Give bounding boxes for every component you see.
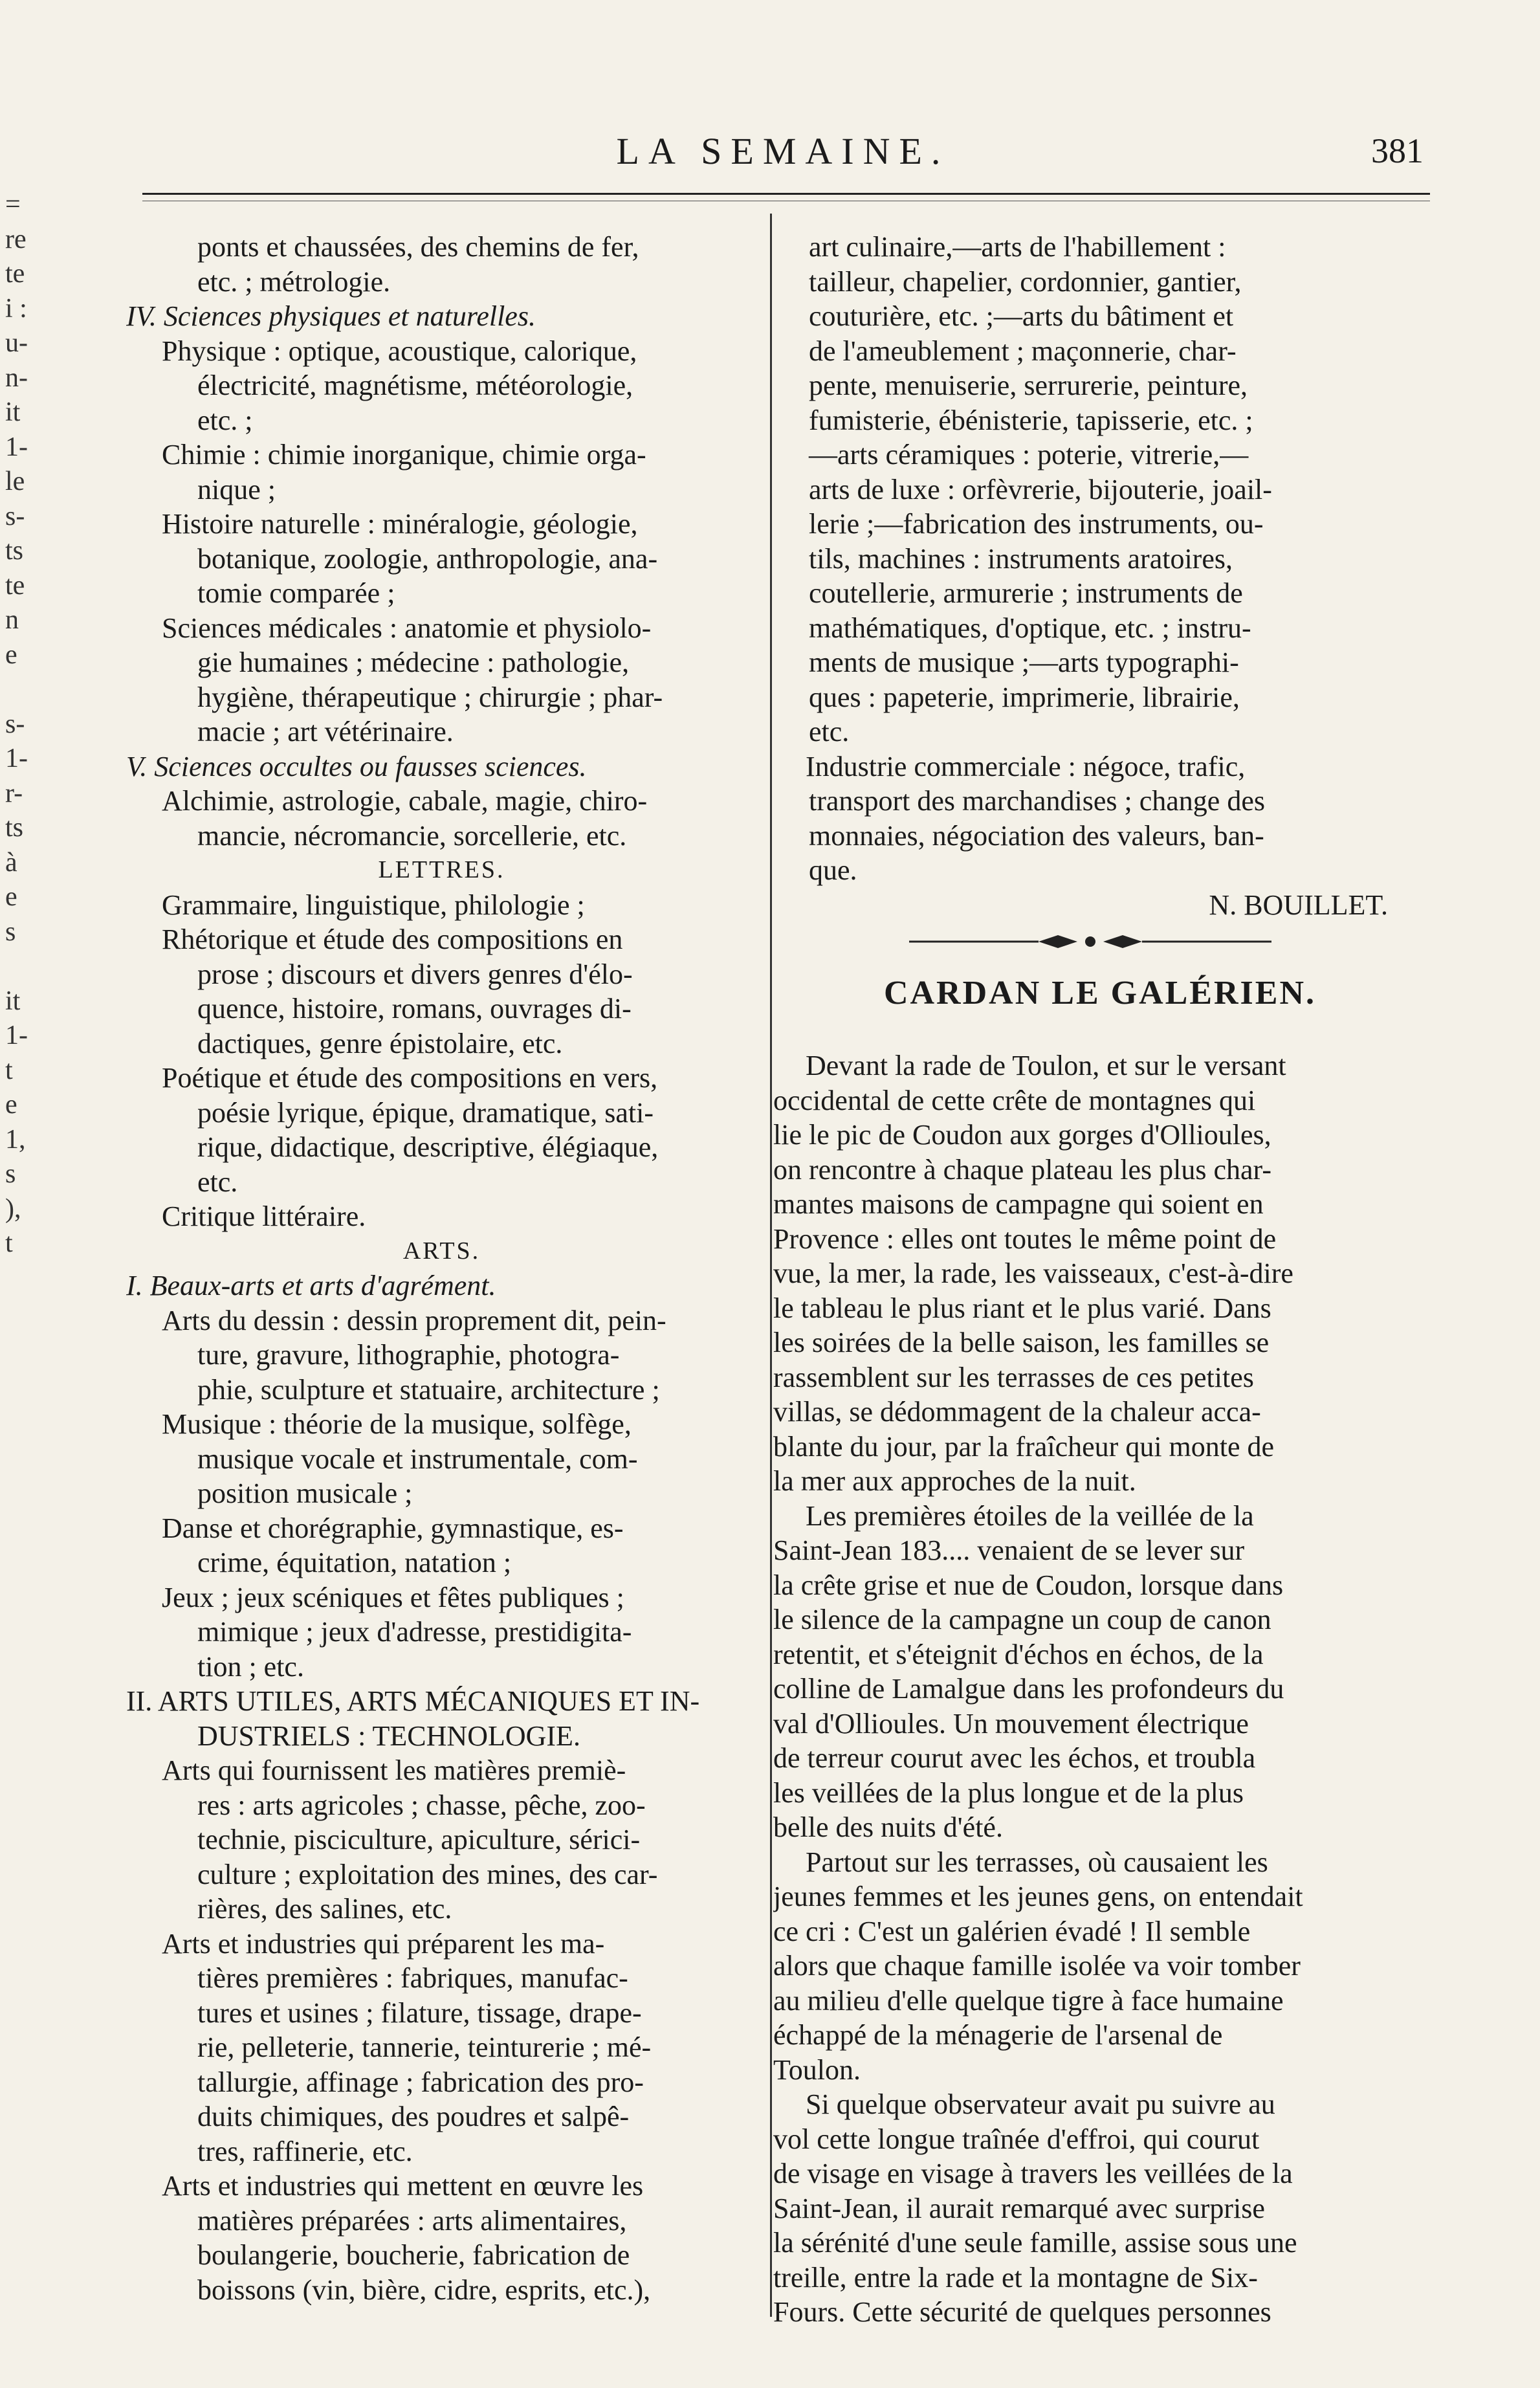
article-line: vue, la mer, la rade, les vaisseaux, c'est-à-dire: [773, 1257, 1293, 1289]
margin-fragment: n-: [5, 362, 28, 393]
text-line: Grammaire, linguistique, philologie ;: [162, 889, 585, 921]
article-line: belle des nuits d'été.: [773, 1811, 1003, 1843]
margin-fragment: 1-: [5, 744, 28, 773]
text-line: Arts et industries qui préparent les ma-: [162, 1927, 605, 1960]
article-line: le silence de la campagne un coup de canon: [773, 1604, 1271, 1635]
margin-fragment: te: [5, 570, 25, 601]
text-line: rique, didactique, descriptive, élégiaque,: [197, 1131, 659, 1163]
text-line: rie, pelleterie, tannerie, teinturerie ; mé-: [197, 2031, 652, 2063]
text-line: Chimie : chimie inorganique, chimie orga-: [162, 439, 646, 470]
text-line: tres, raffinerie, etc.: [197, 2135, 413, 2167]
text-line: IV. Sciences physiques et naturelles.: [126, 300, 536, 332]
text-line: ques : papeterie, imprimerie, librairie,: [809, 681, 1240, 713]
text-line: I. Beaux-arts et arts d'agrément.: [126, 1270, 496, 1301]
text-line: II. ARTS UTILES, ARTS MÉCANIQUES ET IN-: [126, 1685, 700, 1717]
text-line: prose ; discours et divers genres d'élo-: [197, 958, 633, 990]
article-line: colline de Lamalgue dans les profondeurs du: [773, 1673, 1284, 1705]
text-line: art culinaire,—arts de l'habillement :: [809, 231, 1226, 263]
article-line: Saint-Jean, il aurait remarqué avec surprise: [773, 2192, 1265, 2224]
text-line: fumisterie, ébénisterie, tapisserie, etc. ;: [809, 404, 1253, 436]
page-number: 381: [1371, 131, 1424, 170]
margin-fragment: e: [5, 639, 17, 670]
text-line: ARTS.: [402, 1237, 481, 1265]
margin-fragment: s-: [5, 709, 25, 739]
margin-fragment: ts: [5, 536, 24, 566]
text-line: position musicale ;: [197, 1477, 413, 1509]
text-line: Sciences médicales : anatomie et physiolo-: [162, 612, 652, 644]
margin-fragment: le: [5, 467, 25, 496]
text-line: duits chimiques, des poudres et salpê-: [197, 2101, 630, 2132]
margin-fragment: 1,: [5, 1124, 26, 1155]
margin-fragment: it: [5, 986, 21, 1016]
margin-fragment: s: [5, 1159, 16, 1189]
article-line: val d'Ollioules. Un mouvement électrique: [773, 1707, 1249, 1740]
margin-fragment: ts: [5, 813, 24, 843]
text-line: Musique : théorie de la musique, solfège,: [162, 1408, 632, 1440]
text-line: V. Sciences occultes ou fausses sciences.: [126, 750, 587, 782]
margin-fragment: i :: [5, 293, 27, 324]
text-line: musique vocale et instrumentale, com-: [197, 1443, 638, 1475]
signature: N. BOUILLET.: [1209, 889, 1388, 921]
text-line: etc. ; métrologie.: [197, 265, 391, 298]
fleuron-ornament: [773, 922, 1427, 967]
article-line: la crête grise et nue de Coudon, lorsque dans: [773, 1569, 1284, 1601]
margin-fragment: t: [5, 1228, 13, 1258]
article-line: ce cri : C'est un galérien évadé ! Il semble: [773, 1915, 1251, 1947]
text-line: botanique, zoologie, anthropologie, ana-: [197, 542, 658, 575]
text-line: mimique ; jeux d'adresse, prestidigita-: [197, 1616, 632, 1648]
text-line: Poétique et étude des compositions en vers,: [162, 1062, 658, 1094]
margin-fragment: u-: [5, 328, 28, 358]
article-line: lie le pic de Coudon aux gorges d'Ollioules,: [773, 1119, 1271, 1151]
article-line: la mer aux approches de la nuit.: [773, 1465, 1136, 1497]
text-line: —arts céramiques : poterie, vitrerie,—: [809, 439, 1249, 470]
margin-fragment: [5, 949, 57, 984]
article-line: treille, entre la rade et la montagne de Six-: [773, 2261, 1258, 2294]
text-line: quence, histoire, romans, ouvrages di-: [197, 993, 632, 1024]
text-line: etc. ;: [197, 404, 253, 436]
text-line: mancie, nécromancie, sorcellerie, etc.: [197, 819, 627, 852]
text-line: DUSTRIELS : TECHNOLOGIE.: [197, 1719, 580, 1752]
text-line: tomie comparée ;: [197, 577, 395, 609]
margin-fragment: it: [5, 397, 21, 427]
text-line: etc.: [197, 1166, 238, 1198]
margin-fragment: n: [5, 605, 19, 635]
text-line: tailleur, chapelier, cordonnier, gantier,: [809, 265, 1242, 298]
article-line: la sérénité d'une seule famille, assise sous une: [773, 2227, 1297, 2259]
article-line: le tableau le plus riant et le plus varié. Dans: [773, 1292, 1271, 1324]
text-line: ments de musique ;—arts typographi-: [809, 647, 1239, 678]
text-line: Jeux ; jeux scéniques et fêtes publiques ;: [162, 1581, 624, 1613]
article-title: CARDAN LE GALÉRIEN.: [883, 975, 1317, 1012]
article-line: retentit, et s'éteignit d'échos en échos, de la: [773, 1638, 1264, 1670]
article-line: les veillées de la plus longue et de la plus: [773, 1776, 1244, 1809]
text-line: gie humaines ; médecine : pathologie,: [197, 647, 630, 678]
text-line: de l'ameublement ; maçonnerie, char-: [809, 335, 1237, 367]
text-line: Histoire naturelle : minéralogie, géologie,: [162, 508, 638, 540]
margin-fragment: [5, 672, 57, 707]
margin-fragment: 1-: [5, 1021, 28, 1050]
margin-fragment: =: [5, 190, 21, 219]
margin-fragment: re: [5, 224, 27, 254]
text-line: Arts du dessin : dessin proprement dit, pein-: [162, 1304, 666, 1336]
text-line: Arts et industries qui mettent en œuvre les: [162, 2170, 644, 2202]
article-line: mantes maisons de campagne qui soient en: [773, 1188, 1264, 1220]
text-line: culture ; exploitation des mines, des car-: [197, 1858, 658, 1890]
article-line: jeunes femmes et les jeunes gens, on entendait: [773, 1881, 1303, 1912]
margin-fragment: e: [5, 882, 17, 912]
article-line: Devant la rade de Toulon, et sur le versant: [806, 1050, 1286, 1081]
text-line: lerie ;—fabrication des instruments, ou-: [809, 508, 1264, 540]
text-line: matières préparées : arts alimentaires,: [197, 2204, 627, 2237]
article-line: Si quelque observateur avait pu suivre au: [806, 2088, 1275, 2120]
right-column: [773, 230, 1427, 2330]
margin-fragment: te: [5, 259, 25, 289]
text-line: boissons (vin, bière, cidre, esprits, etc.),: [197, 2273, 651, 2306]
article-line: on rencontre à chaque plateau les plus char-: [773, 1153, 1271, 1186]
article-line: Toulon.: [773, 2053, 861, 2086]
page-header: [142, 123, 1424, 181]
text-line: transport des marchandises ; change des: [809, 785, 1265, 817]
article-line: Partout sur les terrasses, où causaient les: [806, 1846, 1268, 1878]
article-line: échappé de la ménagerie de l'arsenal de: [773, 2019, 1223, 2051]
margin-fragment: t: [5, 1055, 13, 1085]
article-line: blante du jour, par la fraîcheur qui monte de: [773, 1430, 1275, 1463]
article-line: de terreur courut avec les échos, et troubla: [773, 1742, 1256, 1774]
text-line: ponts et chaussées, des chemins de fer,: [197, 231, 639, 263]
article-line: Saint-Jean 183.... venaient de se lever sur: [773, 1534, 1245, 1566]
text-line: tallurgie, affinage ; fabrication des pro-: [197, 2066, 644, 2098]
article-line: de visage en visage à travers les veillées de la: [773, 2158, 1293, 2189]
column-divider: [770, 214, 772, 2317]
text-line: Critique littéraire.: [162, 1200, 366, 1232]
text-line: Rhétorique et étude des compositions en: [162, 923, 623, 955]
text-line: tières premières : fabriques, manufac-: [197, 1962, 628, 1994]
text-line: LETTRES.: [378, 856, 505, 883]
article-line: Fours. Cette sécurité de quelques personnes: [773, 2296, 1271, 2328]
text-line: couturière, etc. ;—arts du bâtiment et: [809, 300, 1234, 332]
text-line: dactiques, genre épistolaire, etc.: [197, 1027, 563, 1059]
margin-fragment: à: [5, 847, 17, 878]
text-line: crime, équitation, natation ;: [197, 1547, 512, 1578]
text-line: technie, pisciculture, apiculture, sérici-: [197, 1824, 641, 1855]
article-line: villas, se dédommagent de la chaleur acca-: [773, 1396, 1261, 1428]
text-line: électricité, magnétisme, météorologie,: [197, 370, 633, 401]
margin-fragment: s-: [5, 501, 25, 531]
article-line: alors que chaque famille isolée va voir tomber: [773, 1950, 1301, 1982]
text-line: pente, menuiserie, serrurerie, peinture,: [809, 370, 1248, 401]
article-line: au milieu d'elle quelque tigre à face humaine: [773, 1984, 1284, 2017]
text-line: macie ; art vétérinaire.: [197, 716, 454, 747]
margin-fragment: e: [5, 1090, 17, 1120]
text-line: etc.: [809, 716, 850, 747]
text-line: nique ;: [197, 473, 276, 505]
text-line: mathématiques, d'optique, etc. ; instru-: [809, 612, 1251, 644]
margin-fragment: r-: [5, 778, 23, 808]
article-line: rassemblent sur les terrasses de ces petites: [773, 1361, 1254, 1393]
text-line: que.: [809, 854, 857, 886]
header-rule: [142, 193, 1430, 195]
text-line: boulangerie, boucherie, fabrication de: [197, 2239, 630, 2271]
text-line: Physique : optique, acoustique, calorique,: [162, 335, 637, 367]
article-body: [773, 1048, 1427, 2330]
margin-fragment: s: [5, 916, 16, 947]
text-line: hygiène, thérapeutique ; chirurgie ; phar-: [197, 681, 663, 713]
text-line: phie, sculpture et statuaire, architecture ;: [197, 1373, 660, 1406]
article-line: Les premières étoiles de la veillée de la: [806, 1499, 1254, 1532]
text-line: Arts qui fournissent les matières premiè-: [162, 1754, 626, 1786]
article-line: vol cette longue traînée d'effroi, qui courut: [773, 2123, 1260, 2155]
right-column-list: [773, 230, 1427, 888]
article-line: les soirées de la belle saison, les familles se: [773, 1327, 1270, 1358]
left-margin-bleed-text: [5, 188, 57, 1261]
article-line: occidental de cette crête de montagnes qui: [773, 1084, 1256, 1116]
text-line: ture, gravure, lithographie, photogra-: [197, 1339, 620, 1371]
text-line: arts de luxe : orfèvrerie, bijouterie, joail-: [809, 473, 1272, 505]
text-line: monnaies, négociation des valeurs, ban-: [809, 819, 1264, 852]
margin-fragment: 1-: [5, 432, 28, 462]
text-line: Industrie commerciale : négoce, trafic,: [806, 750, 1246, 782]
text-line: Alchimie, astrologie, cabale, magie, chiro-: [162, 785, 648, 817]
running-title: LA SEMAINE.: [616, 130, 950, 172]
margin-fragment: ),: [5, 1193, 21, 1224]
text-line: rières, des salines, etc.: [197, 1893, 452, 1925]
text-line: coutellerie, armurerie ; instruments de: [809, 577, 1243, 609]
text-line: res : arts agricoles ; chasse, pêche, zoo-: [197, 1789, 646, 1821]
text-line: tures et usines ; filature, tissage, drape-: [197, 1996, 642, 2029]
text-line: tion ; etc.: [197, 1650, 304, 1683]
left-column: [126, 230, 757, 2307]
text-line: poésie lyrique, épique, dramatique, sati-: [197, 1096, 654, 1129]
text-line: tils, machines : instruments aratoires,: [809, 542, 1233, 575]
article-line: Provence : elles ont toutes le même point de: [773, 1222, 1277, 1255]
text-line: Danse et chorégraphie, gymnastique, es-: [162, 1512, 624, 1544]
